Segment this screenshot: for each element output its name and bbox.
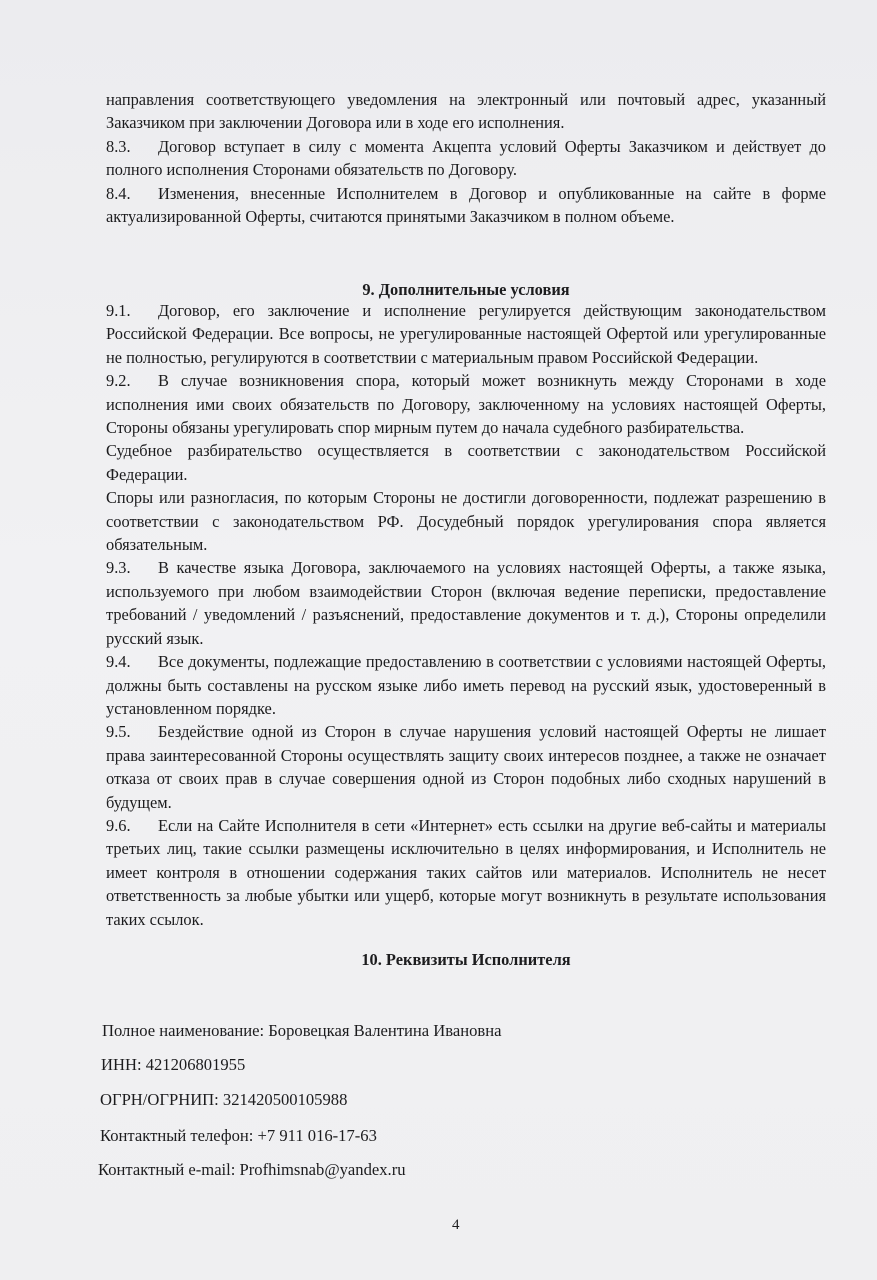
paragraph: Судебное разбирательство осуществляется в соответствии с законодательством Российской Федерации. <box>106 441 826 484</box>
contact-phone: Контактный телефон: +7 911 016-17-63 <box>100 1126 377 1145</box>
paragraph-9-6: 9.6. Если на Сайте Исполнителя в сети «Интернет» есть ссылки на другие веб-сайты и материалы третьих лиц, такие ссылки размещены исключительно в целях информирования, и Исполнитель не имеет контроля в отношении содержания таких сайтов или материалов. Исполнитель не несет ответственность за любые убытки или ущерб, которые могут возникнуть в результате использования таких ссылок. <box>106 815 826 929</box>
page-number: 4 <box>452 1217 460 1233</box>
paragraph-9-4: 9.4. Все документы, подлежащие предоставлению в соответствии с условиями настоящей Оферты, должны быть составлены на русском языке либо иметь перевод на русский язык, удостоверенный в установленном порядке. <box>106 652 826 718</box>
section-8-continuation <box>106 88 826 228</box>
section-10-title: 10. Реквизиты Исполнителя <box>361 950 571 969</box>
full-name: Полное наименование: Боровецкая Валентина Ивановна <box>102 1021 502 1040</box>
paragraph-9-1: 9.1. Договор, его заключение и исполнение регулируется действующим законодательством Российской Федерации. Все вопросы, не урегулированные настоящей Офертой или урегулированные не полностью, регулируются в соответствии с материальным правом Российской Федерации. <box>106 301 826 367</box>
paragraph-9-3: 9.3. В качестве языка Договора, заключаемого на условиях настоящей Оферты, а также языка, используемого при любом взаимодействии Сторон (включая ведение переписки, предоставление требований / уведомлений / разъяснений, предоставление документов и т. д.), Стороны определили русский язык. <box>106 558 826 648</box>
paragraph-8-4: 8.4. Изменения, внесенные Исполнителем в Договор и опубликованные на сайте в форме актуализированной Оферты, считаются принятыми Заказчиком в полном объеме. <box>106 183 826 227</box>
paragraph: Споры или разногласия, по которым Стороны не достигли договоренности, подлежат разрешению в соответствии с законодательством РФ. Досудебный порядок урегулирования спора является обязательным. <box>106 488 826 555</box>
paragraph: направления соответствующего уведомления на электронный или почтовый адрес, указанный Заказчиком при заключении Договора или в ходе его исполнения. <box>106 90 826 133</box>
paragraph-9-2: 9.2. В случае возникновения спора, который может возникнуть между Сторонами в ходе исполнения ими своих обязательств по Договору, заключенному на условиях настоящей Оферты, Стороны обязаны урегулировать спор мирным путем до начала судебного разбирательства. <box>106 371 826 438</box>
inn: ИНН: 421206801955 <box>101 1055 246 1074</box>
section-9-title: 9. Дополнительные условия <box>362 280 570 299</box>
paragraph-9-5: 9.5. Бездействие одной из Сторон в случае нарушения условий настоящей Оферты не лишает права заинтересованной Стороны осуществлять защиту своих интересов позднее, а также не означает отказа от своих прав в случае совершения одной из Сторон подобных либо сходных нарушений в будущем. <box>106 722 826 812</box>
ogrn: ОГРН/ОГРНИП: 321420500105988 <box>100 1090 348 1109</box>
contact-email: Контактный e-mail: Profhimsnab@yandex.ru <box>98 1160 406 1179</box>
section-9 <box>106 299 826 931</box>
paragraph-8-3: 8.3. Договор вступает в силу с момента Акцепта условий Оферты Заказчиком и действует до полного исполнения Сторонами обязательств по Договору. <box>106 136 826 180</box>
